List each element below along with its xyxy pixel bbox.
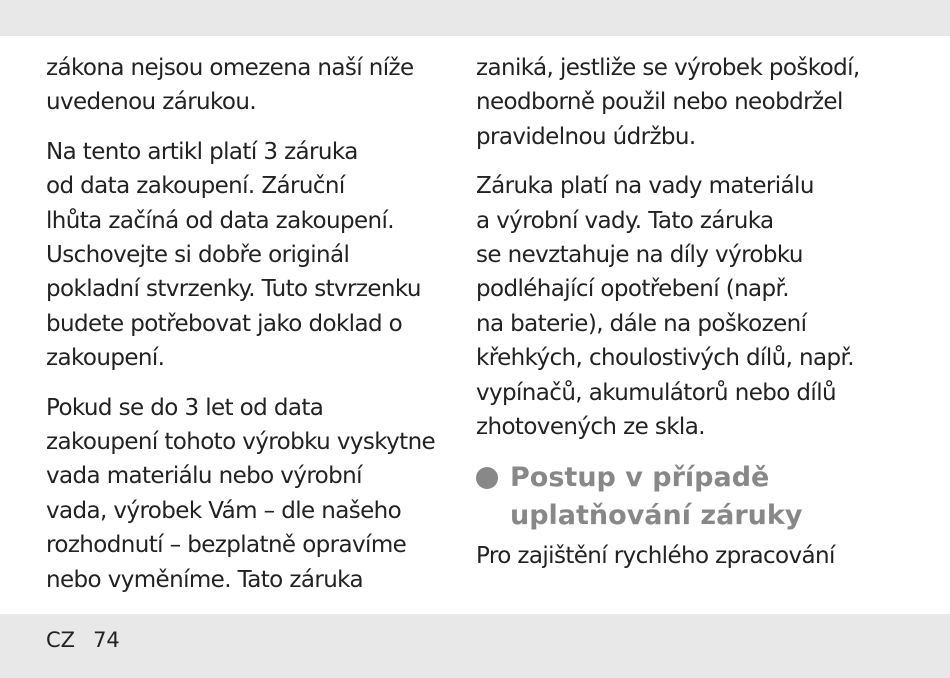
paragraph-warranty-void (476, 51, 881, 154)
left-column (46, 51, 451, 612)
page-footer (46, 628, 120, 652)
top-margin-band (0, 0, 950, 36)
text-line: se nevztahuje na díly výrobku (476, 242, 803, 269)
section-heading (476, 459, 881, 535)
text-line: zakoupení tohoto výrobku vyskytne (46, 429, 436, 456)
text-line: na baterie), dále na poškození (476, 310, 807, 337)
text-line: vada, výrobek Vám – dle našeho (46, 497, 402, 524)
text-line: od data zakoupení. Záruční (46, 173, 345, 200)
paragraph-claim-procedure (476, 539, 881, 573)
text-line: Pokud se do 3 let od data (46, 394, 324, 421)
bullet-icon (476, 467, 498, 489)
text-line: zákona nejsou omezena naší níže (46, 55, 414, 81)
text-line: uvedenou zárukou. (46, 89, 257, 116)
text-line: křehkých, choulostivých dílů, např. (476, 345, 854, 372)
heading-line: uplatňování záruky (510, 500, 803, 532)
text-line: Pro zajištění rychlého zpracování (476, 543, 835, 570)
language-code: CZ (46, 628, 76, 652)
text-line: vada materiálu nebo výrobní (46, 463, 362, 490)
text-line: Uschovejte si dobře originál (46, 242, 350, 269)
text-line: pravidelnou údržbu. (476, 123, 696, 150)
text-line: nebo vyměníme. Tato záruka (46, 566, 363, 593)
text-line: rozhodnutí – bezplatně opravíme (46, 532, 407, 559)
text-line: pokladní stvrzenky. Tuto stvrzenku (46, 276, 421, 303)
text-line: zaniká, jestliže se výrobek poškodí, (476, 55, 860, 81)
text-line: Na tento artikl platí 3 záruka (46, 138, 358, 165)
paragraph-warranty-limits (46, 51, 451, 120)
text-line: budete potřebovat jako doklad o (46, 310, 403, 337)
text-line: zakoupení. (46, 345, 165, 372)
text-line: a výrobní vady. Tato záruka (476, 207, 774, 234)
text-line: lhůta začíná od data zakoupení. (46, 207, 394, 234)
paragraph-defect-repair (46, 391, 451, 597)
footer-band (0, 614, 950, 678)
text-line: vypínačů, akumulátorů nebo dílů (476, 379, 836, 406)
heading-line: Postup v případě (510, 462, 770, 494)
text-line: Záruka platí na vady materiálu (476, 173, 814, 200)
page-number: 74 (93, 628, 120, 652)
right-column (476, 51, 881, 589)
paragraph-warranty-scope (476, 169, 881, 444)
text-line: zhotovených ze skla. (476, 414, 705, 441)
text-line: neodborně použil nebo neobdržel (476, 89, 843, 116)
paragraph-warranty-period (46, 135, 451, 376)
text-line: podléhající opotřebení (např. (476, 276, 790, 303)
